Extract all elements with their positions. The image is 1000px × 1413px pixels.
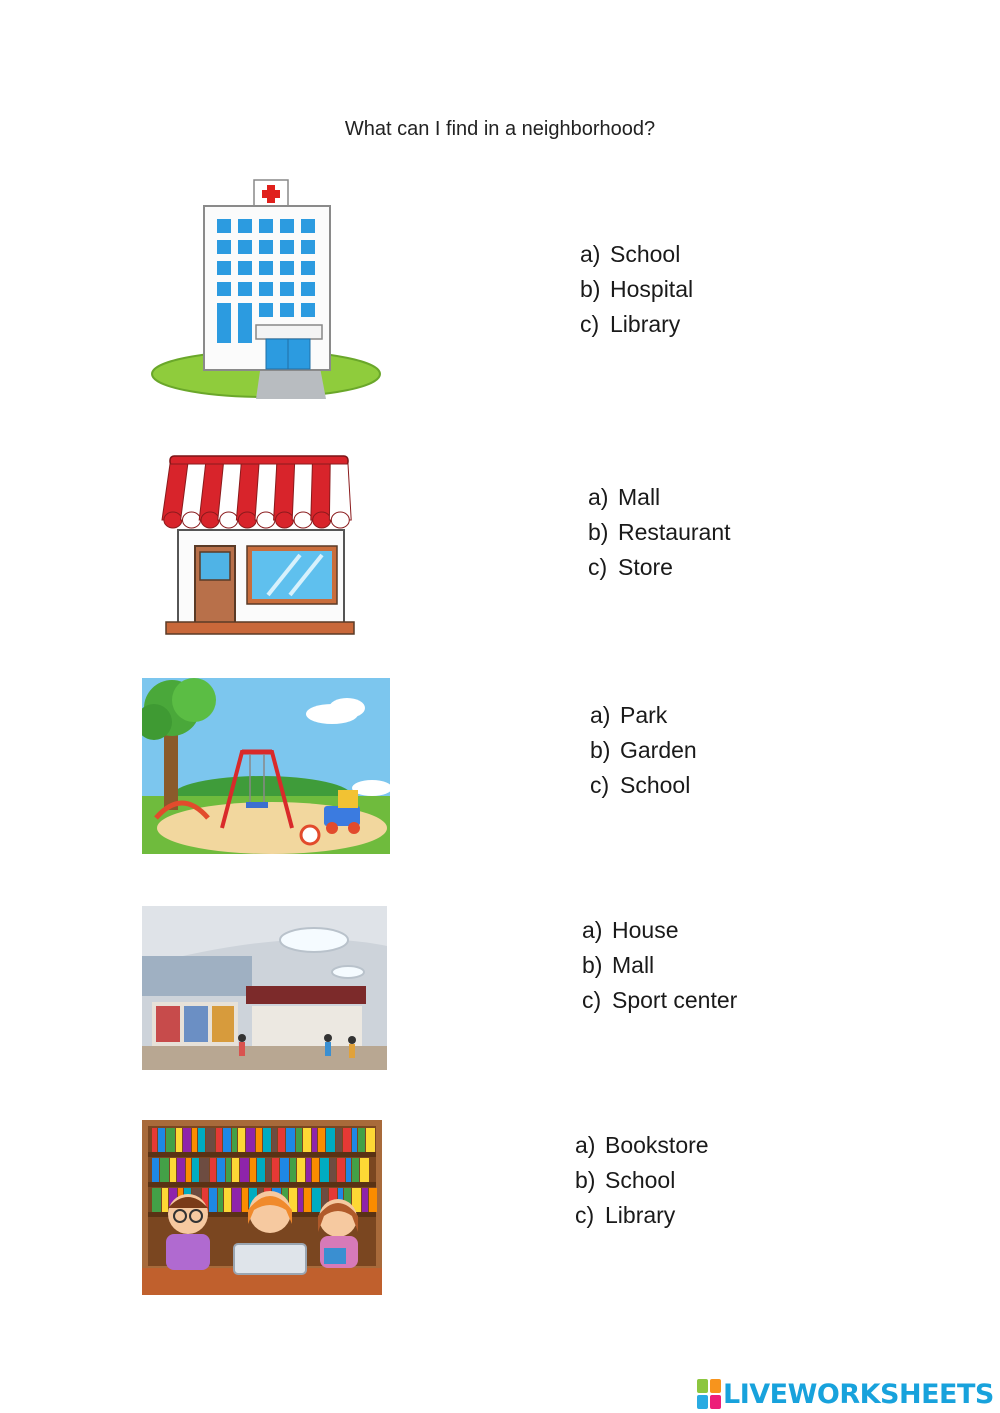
option-c[interactable]: c) Library [575,1202,676,1228]
question-5-options [575,1128,709,1233]
option-a[interactable]: a) Bookstore [575,1132,709,1158]
question-3-options [590,698,697,803]
option-a[interactable]: a) House [582,917,679,943]
option-c[interactable]: c) Library [580,311,681,337]
option-a[interactable]: a) Mall [588,484,661,510]
worksheet-title: What can I find in a neighborhood? [344,118,656,140]
option-c[interactable]: c) Sport center [582,987,738,1013]
option-c[interactable]: c) School [590,772,691,798]
library-picture [142,1120,382,1295]
option-b[interactable]: b) Garden [590,737,697,763]
option-c[interactable]: c) Store [588,554,673,580]
logo-text: LIVEWORKSHEETS [723,1378,994,1410]
option-b[interactable]: b) School [575,1167,676,1193]
option-b[interactable]: b) Mall [582,952,655,978]
liveworksheets-logo-icon [697,1379,721,1409]
mall-picture [142,906,387,1070]
option-b[interactable]: b) Hospital [580,276,694,302]
option-b[interactable]: b) Restaurant [588,519,731,545]
question-2-options [588,480,731,585]
hospital-picture [150,177,382,402]
option-a[interactable]: a) Park [590,702,668,728]
liveworksheets-logo[interactable] [697,1376,994,1412]
option-a[interactable]: a) School [580,241,681,267]
question-4-options [582,913,737,1018]
store-picture [150,450,366,640]
question-1-options [580,237,693,342]
park-picture [142,678,390,854]
